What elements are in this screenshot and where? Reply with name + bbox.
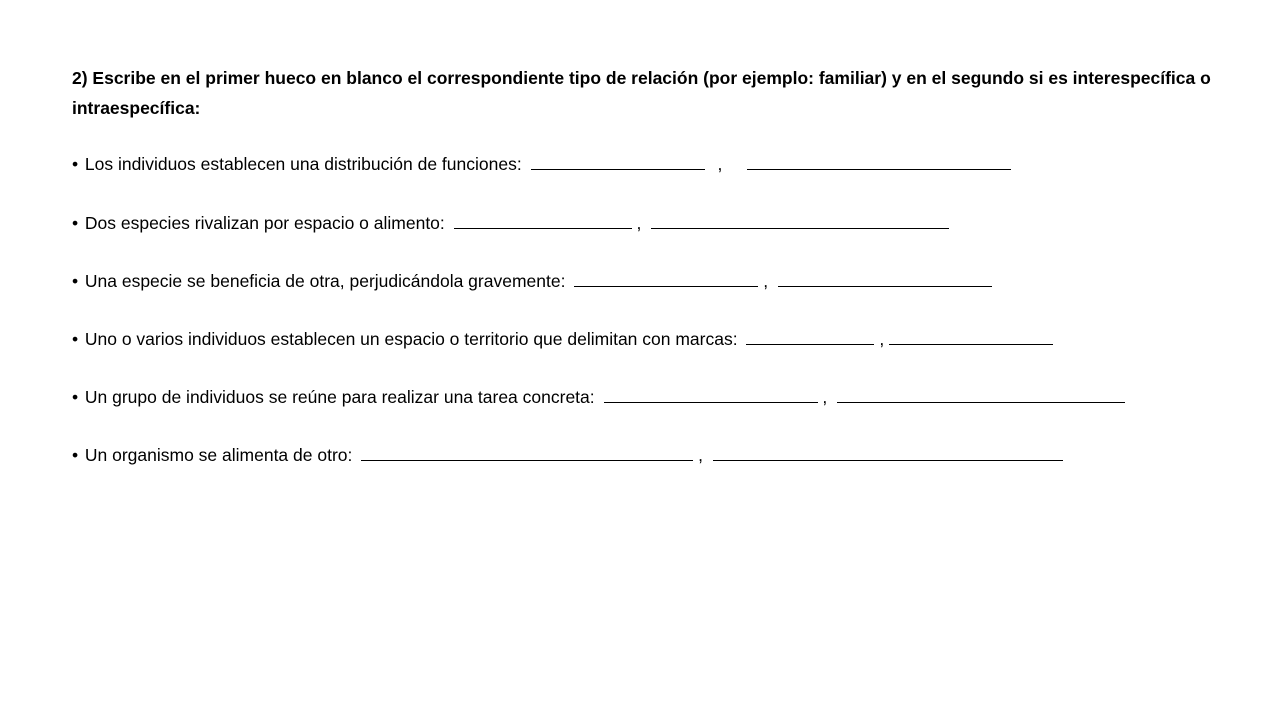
relation-type-blank[interactable]	[746, 328, 874, 345]
relation-type-blank[interactable]	[574, 270, 758, 287]
bullet: •	[72, 213, 79, 233]
bullet: •	[72, 271, 79, 291]
exercise-instruction: 2) Escribe en el primer hueco en blanco el correspondiente tipo de relación (por ejemplo: familiar) y en el segundo si es interespecífica o intraespecífica:	[72, 68, 1211, 118]
list-item	[72, 443, 1063, 467]
separator: ,	[879, 329, 885, 349]
relation-type-blank[interactable]	[531, 153, 705, 170]
bullet: •	[72, 387, 79, 407]
list-item	[72, 385, 1125, 409]
specificity-blank[interactable]	[837, 386, 1125, 403]
specificity-blank[interactable]	[889, 328, 1053, 345]
specificity-blank[interactable]	[651, 212, 949, 229]
item-text: Dos especies rivalizan por espacio o alimento:	[84, 213, 445, 233]
separator: ,	[636, 213, 642, 233]
relation-type-blank[interactable]	[604, 386, 818, 403]
item-text: Un organismo se alimenta de otro:	[84, 445, 353, 465]
specificity-blank[interactable]	[713, 444, 1063, 461]
list-item	[72, 152, 1011, 176]
item-text: Una especie se beneficia de otra, perjudicándola gravemente:	[84, 271, 566, 291]
list-item	[72, 269, 992, 293]
item-text: Los individuos establecen una distribución de funciones:	[84, 154, 522, 174]
bullet: •	[72, 329, 79, 349]
bullet: •	[72, 445, 79, 465]
separator: ,	[763, 271, 769, 291]
list-item	[72, 327, 1053, 351]
relation-type-blank[interactable]	[361, 444, 693, 461]
relation-type-blank[interactable]	[454, 212, 632, 229]
item-text: Uno o varios individuos establecen un espacio o territorio que delimitan con marcas:	[84, 329, 738, 349]
list-item	[72, 211, 949, 235]
specificity-blank[interactable]	[747, 153, 1011, 170]
separator: ,	[717, 154, 723, 174]
bullet: •	[72, 154, 79, 174]
item-text: Un grupo de individuos se reúne para realizar una tarea concreta:	[84, 387, 595, 407]
separator: ,	[698, 445, 703, 465]
separator: ,	[822, 387, 828, 407]
specificity-blank[interactable]	[778, 270, 992, 287]
